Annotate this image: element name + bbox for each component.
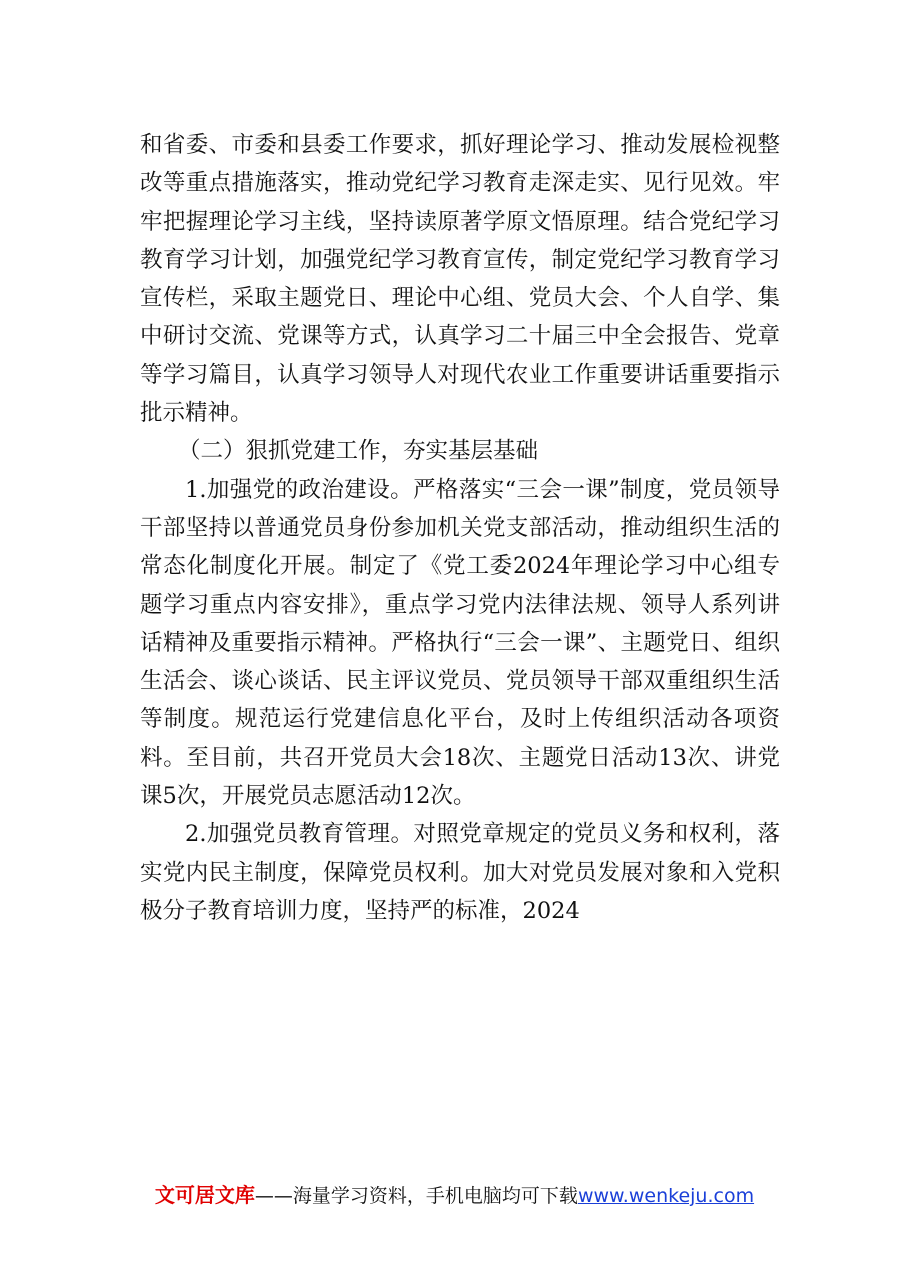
paragraph-political-building: 1.加强党的政治建设。严格落实“三会一课”制度，党员领导干部坚持以普通党员身份参加机关党支部活动，推动组织生活的常态化制度化开展。制定了《党工委2024年理论学习中心组专题学习重点内容安排》，重点学习党内法律法规、领导人系列讲话精神及重要指示精神。严格执行“三会一课”、主题党日、组织生活会、谈心谈话、民主评议党员、党员领导干部双重组织生活等制度。规范运行党建信息化平台，及时上传组织活动各项资料。至目前，共召开党员大会18次、主题党日活动13次、讲党课5次，开展党员志愿活动12次。 [140,476,780,810]
section-heading: （二）狠抓党建工作，夯实基层基础 [178,438,539,465]
footer-website-link[interactable]: www.wenkeju.com [577,1185,755,1207]
footer-slogan: ——海量学习资料，手机电脑均可下载 [254,1185,578,1207]
paragraph-member-education: 2.加强党员教育管理。对照党章规定的党员义务和权利，落实党内民主制度，保障党员权利。加大对党员发展对象和入党积极分子教育培训力度，坚持严的标准，2024 [140,821,780,924]
footer-banner [0,1180,909,1211]
paragraph-continuation: 和省委、市委和县委工作要求，抓好理论学习、推动发展检视整改等重点措施落实，推动党纪学习教育走深走实、见行见效。牢牢把握理论学习主线，坚持读原著学原文悟原理。结合党纪学习教育学习计划，加强党纪学习教育宣传，制定党纪学习教育学习宣传栏，采取主题党日、理论中心组、党员大会、个人自学、集中研讨交流、党课等方式，认真学习二十届三中全会报告、党章等学习篇目，认真学习领导人对现代农业工作重要讲话重要指示批示精神。 [140,132,780,427]
footer-brand: 文可居文库 [154,1183,255,1207]
document-body [140,126,780,930]
